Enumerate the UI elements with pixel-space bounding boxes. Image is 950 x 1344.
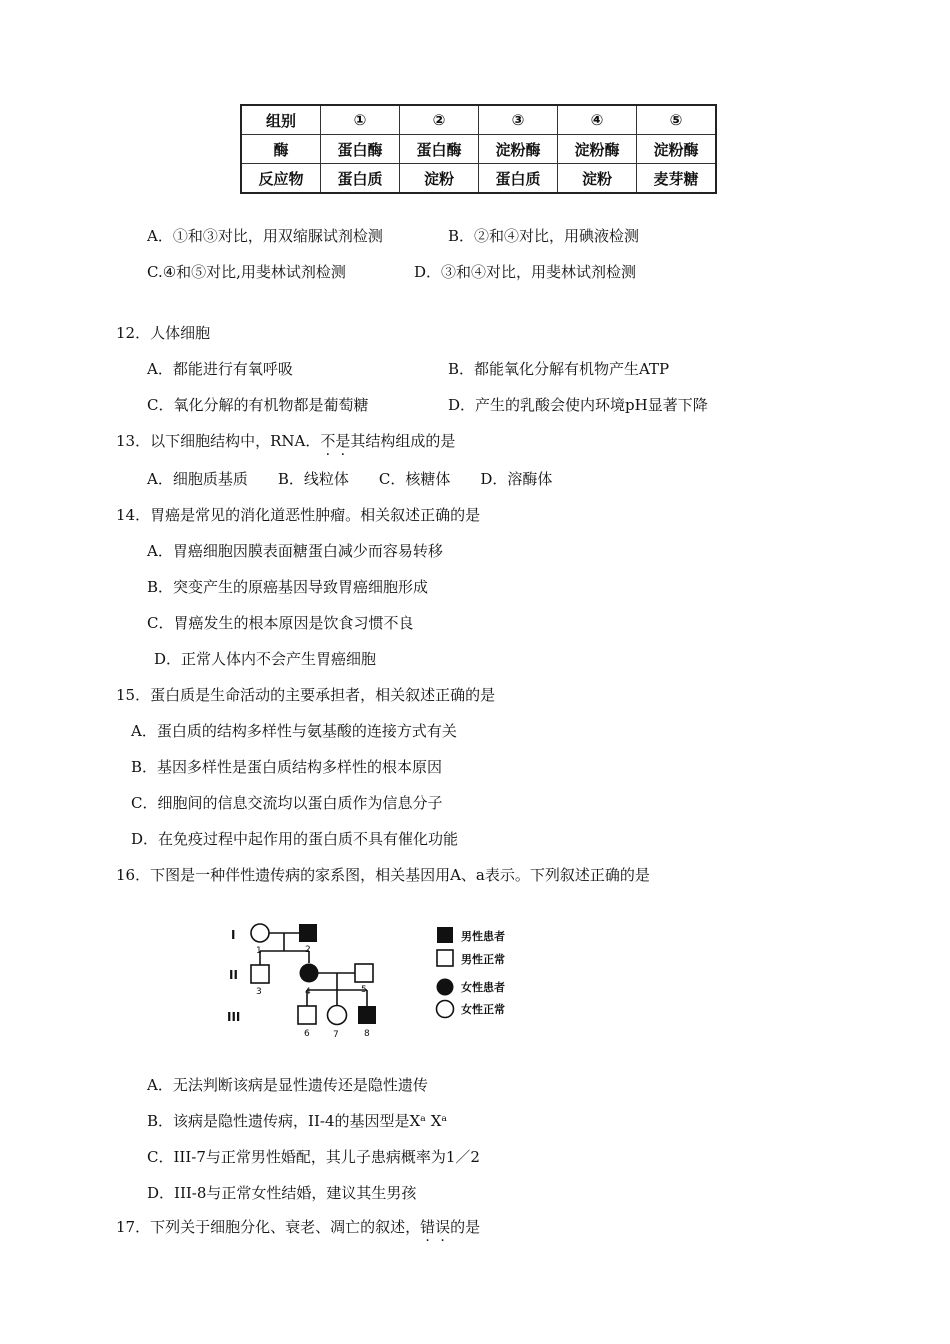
individual-number: 1 [256, 946, 262, 956]
table-row [241, 164, 716, 194]
q13-stem [116, 431, 455, 451]
pedigree-female-affected [300, 964, 319, 983]
q11-option-b: B．②和④对比，用碘液检测 [448, 227, 640, 245]
individual-number: 4 [305, 987, 311, 997]
q16-option-d: D．III-8与正常女性结婚，建议其生男孩 [147, 1184, 417, 1202]
q13-stem-text: 其结构组成的是 [350, 432, 456, 450]
q14-option-d: D．正常人体内不会产生胃癌细胞 [154, 650, 377, 668]
pedigree-diagram [225, 915, 525, 1045]
legend-female-normal-symbol [437, 1001, 454, 1018]
q16-option-a: A．无法判断该病是显性遗传还是隐性遗传 [147, 1076, 428, 1094]
table-cell: 淀粉 [400, 164, 479, 194]
generation-label: II [229, 968, 238, 982]
table-cell: 组别 [241, 105, 321, 135]
table-cell: 淀粉 [558, 164, 637, 194]
pedigree-male-normal [355, 964, 373, 982]
table-cell: 蛋白质 [479, 164, 558, 194]
table-row [241, 135, 716, 164]
table-cell: 反应物 [241, 164, 321, 194]
pedigree-male-normal [251, 965, 269, 983]
q11-option-c: C.④和⑤对比,用斐林试剂检测 [147, 263, 346, 281]
enzyme-group-table [240, 104, 717, 194]
individual-number: 3 [256, 987, 262, 997]
q12-option-b: B．都能氧化分解有机物产生ATP [448, 360, 670, 378]
individual-number: 5 [361, 985, 367, 995]
pedigree-female-normal [328, 1006, 347, 1025]
table-cell: ④ [558, 105, 637, 135]
legend-label: 男性患者 [461, 930, 505, 943]
table-cell: 淀粉酶 [479, 135, 558, 164]
q11-option-d: D．③和④对比，用斐林试剂检测 [414, 263, 637, 281]
legend-label: 女性正常 [461, 1003, 505, 1016]
generation-label: I [231, 928, 236, 942]
table-cell: 酶 [241, 135, 321, 164]
table-cell: ② [400, 105, 479, 135]
q12-option-d: D．产生的乳酸会使内环境pH显著下降 [448, 396, 708, 414]
q16-option-b: B．该病是隐性遗传病，II-4的基因型是Xᵃ Xᵃ [147, 1112, 448, 1130]
q12-option-c: C．氧化分解的有机物都是葡萄糖 [147, 396, 369, 414]
table-cell: ⑤ [637, 105, 717, 135]
table-header-row [241, 105, 716, 135]
q17-stem-text: 17．下列关于细胞分化、衰老、凋亡的叙述， [116, 1218, 421, 1236]
q14-option-a: A．胃癌细胞因膜表面糖蛋白减少而容易转移 [147, 542, 443, 560]
q12-stem: 12．人体细胞 [116, 324, 211, 342]
table-cell: 淀粉酶 [558, 135, 637, 164]
legend-female-affected-symbol [437, 979, 454, 996]
q13-stem-text: 13．以下细胞结构中，RNA． [116, 432, 321, 450]
generation-label: III [227, 1010, 241, 1024]
pedigree-male-normal [298, 1006, 316, 1024]
q12-option-a: A．都能进行有氧呼吸 [147, 360, 293, 378]
emphasis-char: 错 [420, 1218, 436, 1236]
individual-number: 8 [364, 1029, 370, 1039]
legend-label: 女性患者 [461, 981, 505, 994]
q13-options: A．细胞质基质 B．线粒体 C．核糖体 D．溶酶体 [147, 470, 553, 488]
table-cell: 蛋白酶 [321, 135, 400, 164]
pedigree-male-affected [358, 1006, 376, 1024]
pedigree-male-affected [299, 924, 317, 942]
q14-option-b: B．突变产生的原癌基因导致胃癌细胞形成 [147, 578, 429, 596]
legend-label: 男性正常 [461, 953, 505, 966]
emphasis-char: 不 [320, 432, 336, 450]
individual-number: 6 [304, 1029, 310, 1039]
table-cell: 淀粉酶 [637, 135, 717, 164]
q14-stem: 14．胃癌是常见的消化道恶性肿瘤。相关叙述正确的是 [116, 506, 481, 524]
q15-option-d: D．在免疫过程中起作用的蛋白质不具有催化功能 [131, 830, 459, 848]
table-cell: ① [321, 105, 400, 135]
q16-stem: 16．下图是一种伴性遗传病的家系图，相关基因用A、a表示。下列叙述正确的是 [116, 866, 650, 884]
q17-stem-text: 的是 [450, 1218, 481, 1236]
table-cell: 麦芽糖 [637, 164, 717, 194]
q15-option-a: A．蛋白质的结构多样性与氨基酸的连接方式有关 [131, 722, 457, 740]
q17-stem [116, 1217, 480, 1237]
table-cell: 蛋白酶 [400, 135, 479, 164]
emphasis-char: 是 [335, 432, 351, 450]
legend-male-normal-symbol [437, 950, 453, 966]
q15-option-b: B．基因多样性是蛋白质结构多样性的根本原因 [131, 758, 443, 776]
q16-option-c: C．III-7与正常男性婚配，其儿子患病概率为1／2 [147, 1148, 480, 1166]
legend-male-affected-symbol [437, 927, 453, 943]
q11-option-a: A．①和③对比，用双缩脲试剂检测 [147, 227, 383, 245]
individual-number: 2 [305, 945, 311, 955]
table-cell: ③ [479, 105, 558, 135]
q15-option-c: C．细胞间的信息交流均以蛋白质作为信息分子 [131, 794, 443, 812]
table-cell: 蛋白质 [321, 164, 400, 194]
pedigree-female-normal [251, 924, 269, 942]
q15-stem: 15．蛋白质是生命活动的主要承担者，相关叙述正确的是 [116, 686, 496, 704]
emphasis-char: 误 [435, 1218, 451, 1236]
individual-number: 7 [333, 1030, 339, 1040]
q14-option-c: C．胃癌发生的根本原因是饮食习惯不良 [147, 614, 414, 632]
